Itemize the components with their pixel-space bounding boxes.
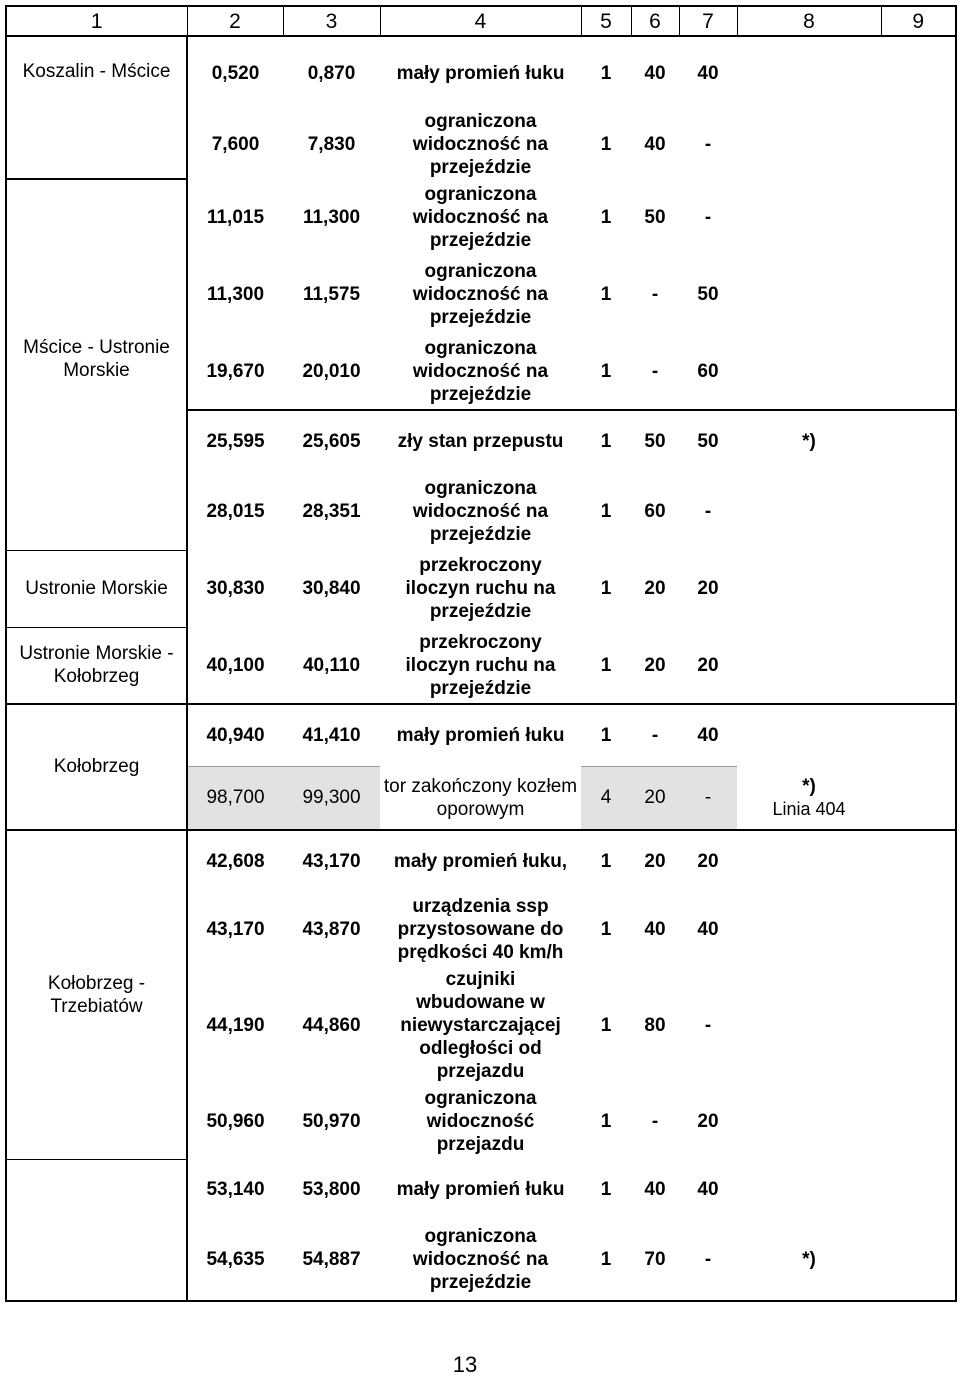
- km-to: 53,800: [302, 1178, 361, 1200]
- remark: *): [802, 431, 816, 452]
- section-label: Kołobrzeg - Trzebiatów: [47, 972, 146, 1017]
- extra: [881, 410, 956, 472]
- table-row: [6, 179, 956, 256]
- track-count: 1: [600, 207, 612, 228]
- speed-value-a: -: [651, 284, 659, 305]
- km-to: 54,887: [283, 1219, 380, 1301]
- section-kolobrzeg-trzebiatow: [6, 830, 187, 1159]
- km-to: 40,110: [283, 627, 380, 704]
- table-row: [6, 627, 956, 704]
- track-count: 1: [600, 284, 612, 305]
- header-col-1: 1: [6, 6, 187, 36]
- section-label: Ustronie Morskie - Kołobrzeg: [19, 643, 174, 688]
- section-label: Koszalin - Mścice: [22, 61, 171, 82]
- table-row: [6, 36, 956, 109]
- header-col-2: 2: [187, 6, 283, 36]
- restriction-reason: ograniczona widoczność na przejeździe: [412, 184, 549, 251]
- restriction-reason: ograniczona widoczność na przejeździe: [412, 261, 549, 328]
- extra: [881, 892, 956, 967]
- km-to: 7,830: [307, 133, 356, 155]
- speed-value-b: -: [704, 207, 712, 228]
- extra: [881, 1219, 956, 1301]
- table-row: [6, 1159, 956, 1219]
- km-from: 7,600: [211, 133, 260, 155]
- extra: [881, 1084, 956, 1159]
- restriction-reason: mały promień łuku: [396, 1178, 565, 1200]
- restriction-reason: mały promień łuku: [396, 62, 565, 84]
- km-from: 98,700: [187, 766, 283, 830]
- speed-value-b: 20: [697, 578, 719, 599]
- restriction-reason: ograniczona widoczność na przejeździe: [412, 110, 549, 178]
- extra: [881, 550, 956, 627]
- extra: [881, 704, 956, 766]
- speed-value-b: -: [704, 500, 712, 522]
- header-col-9: 9: [881, 6, 956, 36]
- line-number-note: Linia 404: [772, 798, 846, 819]
- speed-value-a: 20: [644, 851, 666, 872]
- speed-value-a: 40: [644, 919, 666, 940]
- remark: *): [737, 1219, 881, 1301]
- speed-value-a: 80: [644, 1015, 666, 1036]
- section-ustronie-morskie: [6, 550, 187, 627]
- track-count: 1: [600, 62, 612, 84]
- restriction-reason: tor zakończony kozłem oporowym: [380, 766, 581, 830]
- section-label: Mścice - Ustronie Morskie: [23, 337, 170, 381]
- km-from: 42,608: [206, 851, 265, 872]
- extra: [881, 333, 956, 410]
- km-to: 20,010: [283, 333, 380, 410]
- speed-value-a: 60: [644, 500, 666, 522]
- speed-value-a: -: [651, 1111, 659, 1132]
- extra: [881, 36, 956, 109]
- remark: [737, 179, 881, 256]
- track-count: 1: [600, 1015, 612, 1036]
- remark: [737, 109, 881, 179]
- header-col-8: 8: [737, 6, 881, 36]
- speed-value-a: 50: [644, 431, 666, 452]
- track-count: 1: [600, 919, 612, 940]
- speed-restrictions-table: [5, 5, 957, 1302]
- km-from: 19,670: [187, 333, 283, 410]
- track-count: 1: [600, 431, 612, 452]
- remark: [737, 256, 881, 333]
- restriction-reason: ograniczona widoczność na przejeździe: [380, 333, 581, 410]
- remark: [737, 472, 881, 550]
- km-from: 30,830: [206, 578, 265, 599]
- extra: [881, 830, 956, 892]
- speed-value-b: 40: [697, 62, 719, 84]
- section-label: Ustronie Morskie: [25, 578, 168, 599]
- extra: [881, 967, 956, 1084]
- speed-value-b: 40: [697, 919, 719, 940]
- speed-value-b: 50: [697, 284, 719, 305]
- section-mscice-ustronie: [6, 179, 187, 410]
- extra: [881, 766, 956, 830]
- page-number: 13: [452, 1352, 478, 1377]
- km-from: 40,100: [187, 627, 283, 704]
- extra: [881, 472, 956, 550]
- km-from: 50,960: [206, 1111, 265, 1132]
- table-row: [6, 550, 956, 627]
- remark: [737, 1159, 881, 1219]
- header-col-5: 5: [581, 6, 631, 36]
- km-from: 53,140: [206, 1178, 265, 1200]
- track-count: 4: [581, 766, 631, 830]
- header-col-3: 3: [283, 6, 380, 36]
- km-to: 11,575: [302, 284, 361, 305]
- km-to: 25,605: [302, 431, 361, 452]
- speed-value-b: 40: [697, 724, 719, 746]
- km-to: 43,170: [302, 851, 361, 872]
- section-label: Kołobrzeg: [53, 756, 140, 777]
- track-count: 1: [600, 578, 612, 599]
- track-count: 1: [600, 500, 612, 522]
- restriction-reason: zły stan przepustu: [397, 431, 564, 452]
- header-col-4: 4: [380, 6, 581, 36]
- speed-value-b: 20: [679, 627, 737, 704]
- km-from: 25,595: [206, 431, 265, 452]
- km-to: 43,870: [302, 919, 361, 940]
- km-from: 44,190: [206, 1015, 265, 1036]
- section-ustronie-kolobrzeg: [6, 627, 187, 704]
- speed-value-b: 40: [697, 1178, 719, 1200]
- restriction-reason: mały promień łuku,: [393, 851, 568, 872]
- track-count: 1: [600, 1111, 612, 1132]
- speed-value-b: 20: [697, 851, 719, 872]
- track-count: 1: [600, 1178, 612, 1200]
- speed-value-a: 20: [631, 627, 679, 704]
- extra: [881, 179, 956, 256]
- remark: [737, 550, 881, 627]
- restriction-reason: ograniczona widoczność na przejeździe: [380, 1219, 581, 1301]
- restriction-reason: mały promień łuku: [396, 725, 565, 746]
- remark: [737, 1084, 881, 1159]
- remark: [737, 627, 881, 704]
- column-number-header: [6, 6, 956, 36]
- section-empty: [6, 410, 187, 550]
- track-count: 1: [600, 724, 612, 746]
- km-to: 30,840: [302, 578, 361, 599]
- km-from: 43,170: [206, 919, 265, 940]
- km-from: 11,300: [206, 284, 265, 305]
- table-row: [6, 410, 956, 472]
- speed-value-b: 50: [697, 431, 719, 452]
- table-row: [6, 704, 956, 766]
- restriction-reason: ograniczona widoczność przejazdu: [424, 1088, 537, 1155]
- restriction-reason: urządzenia ssp przystosowane do prędkości 40 km/h: [397, 896, 564, 963]
- track-count: 1: [600, 133, 612, 155]
- km-from: 0,520: [211, 62, 260, 84]
- km-to: 11,300: [302, 207, 361, 228]
- km-to: 28,351: [302, 500, 361, 522]
- km-to: 50,970: [302, 1111, 361, 1132]
- speed-value-a: 20: [644, 578, 666, 599]
- remark: [737, 830, 881, 892]
- restriction-reason: czujniki wbudowane w niewystarczającej odległości od przejazdu: [400, 969, 561, 1082]
- header-col-7: 7: [679, 6, 737, 36]
- speed-value-b: -: [679, 766, 737, 830]
- speed-value-a: 70: [631, 1219, 679, 1301]
- km-to: 0,870: [307, 62, 356, 84]
- restriction-reason: ograniczona widoczność na przejeździe: [412, 477, 549, 545]
- speed-value-b: -: [704, 133, 712, 155]
- restriction-reason: przekroczony iloczyn ruchu na przejeździe: [405, 555, 556, 622]
- km-from: 54,635: [187, 1219, 283, 1301]
- speed-value-a: 40: [644, 62, 666, 84]
- restriction-reason: przekroczony iloczyn ruchu na przejeździe: [380, 627, 581, 704]
- extra: [881, 1159, 956, 1219]
- speed-value-a: 40: [644, 133, 666, 155]
- speed-value-a: 20: [631, 766, 679, 830]
- track-count: 1: [581, 333, 631, 410]
- extra: [881, 627, 956, 704]
- remark: [737, 967, 881, 1084]
- header-col-6: 6: [631, 6, 679, 36]
- track-count: 1: [600, 851, 612, 872]
- table-row: [6, 830, 956, 892]
- section-kolobrzeg: [6, 704, 187, 830]
- remark-cell: [737, 766, 881, 830]
- speed-value-a: 40: [644, 1178, 666, 1200]
- speed-value-a: 50: [644, 207, 666, 228]
- remark: [737, 333, 881, 410]
- track-count: 1: [581, 1219, 631, 1301]
- speed-value-a: -: [631, 333, 679, 410]
- speed-value-b: 60: [679, 333, 737, 410]
- extra: [881, 256, 956, 333]
- extra: [881, 109, 956, 179]
- km-to: 44,860: [302, 1015, 361, 1036]
- remark: [737, 704, 881, 766]
- speed-value-b: -: [679, 1219, 737, 1301]
- km-from: 28,015: [206, 500, 265, 522]
- track-count: 1: [581, 627, 631, 704]
- speed-value-a: -: [651, 724, 659, 746]
- km-from: 40,940: [206, 724, 265, 746]
- section-koszalin-mscice: [6, 36, 187, 179]
- km-to: 99,300: [283, 766, 380, 830]
- speed-value-b: -: [704, 1015, 712, 1036]
- remark: [737, 892, 881, 967]
- remark: *): [802, 775, 816, 797]
- km-to: 41,410: [302, 724, 361, 746]
- section-empty: [6, 1159, 187, 1301]
- speed-value-b: 20: [697, 1111, 719, 1132]
- km-from: 11,015: [206, 207, 265, 228]
- remark: [737, 36, 881, 109]
